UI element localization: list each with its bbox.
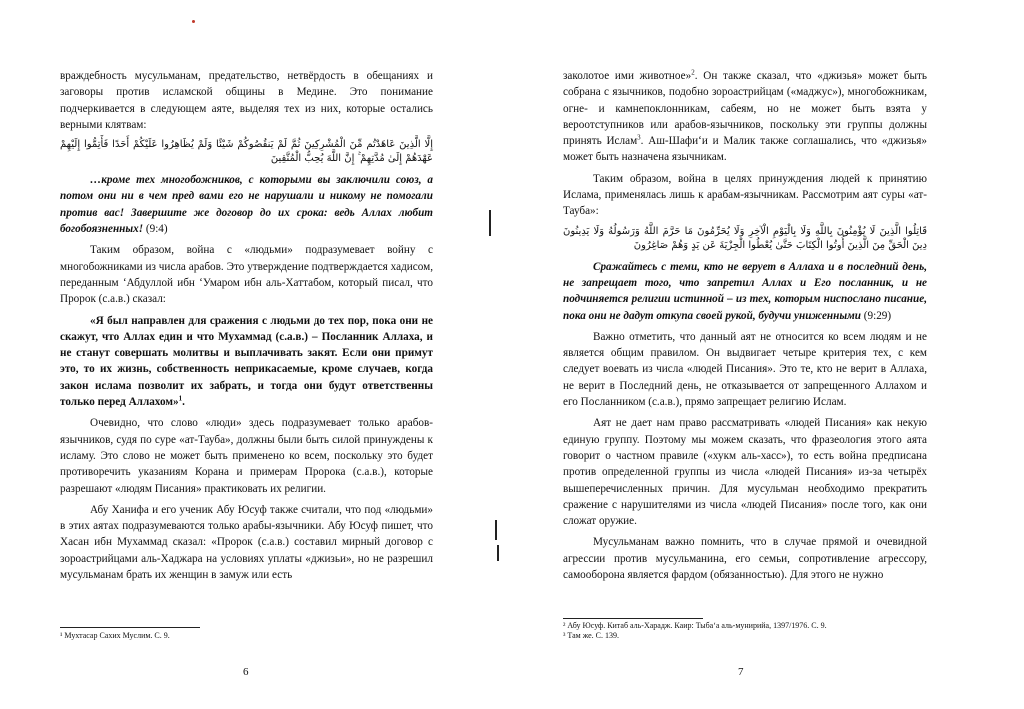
scan-mark (489, 210, 491, 236)
paragraph: Аят не дает нам право рассматривать «людей Писания» как некую единую группу. Поэтому мы можем сказать, что фразеология этого аята говорит о частном правиле («хукм аль-хасс»), то есть война предписана против определенной группы из числа «людей Писания» из-за четырёх вышеперечисленных причин. Для мусульман необходимо прекратить сражение с нарушителями из числа «людей Писания» после того, как они сложат оружие. (563, 417, 927, 528)
right-page (512, 0, 1024, 709)
paragraph: враждебность мусульманам, предательство, нетвёрдость в обещаниях и заговоры против исламской общины в Медине. Это понимание подчеркивается в следующем аяте, выделяя тех из них, которые остались верными клятвам: (60, 70, 433, 131)
quote-text: Сражайтесь с теми, кто не верует в Аллаха и в последний день, не запрещает того, что запретил Аллах и Его посланник, и не подчиняется религии истинной – из тех, которым ниспослано писание, пока они не дадут откупа своей рукой, будучи униженными (563, 260, 927, 322)
quote-reference: (9:29) (863, 309, 892, 322)
paragraph-end: . Аш-Шафи‘и и Малик также соглашались, что «джизья» может быть назначена язычникам. (563, 135, 927, 164)
footnote: ³ Там же. С. 139. (563, 631, 620, 640)
footnotes (563, 621, 943, 641)
page-number: 6 (243, 666, 249, 678)
footnote-rule (60, 627, 200, 628)
arabic-verse: إِلَّا الَّذِينَ عَاهَدْتُم مِّنَ الْمُشْرِكِينَ ثُمَّ لَمْ يَنقُصُوكُمْ شَيْئًا وَلَمْ يُظَاهِرُوا عَلَيْكُمْ أَحَدًا فَأَتِمُّوا إِلَيْهِمْ عَهْدَهُمْ إِلَىٰ مُدَّتِهِمْ ۚ إِنَّ اللَّهَ يُحِبُّ الْمُتَّقِينَ (60, 139, 433, 165)
paragraph: Очевидно, что слово «люди» здесь подразумевает только арабов-язычников, судя по суре «ат-Тауба», должны были быть силой принуждены к исламу. Это слово не может быть применено ко всем, поскольку это будет противоречить указаниям Корана и примерам Пророка (с.а.в.), которые разрешают «людям Писания» практиковать их религии. (60, 417, 433, 495)
paragraph (563, 68, 927, 166)
footnote-mark: 3 (637, 133, 641, 142)
quote-text: …кроме тех многобожников, с которыми вы заключили союз, а потом они ни в чем пред вами его не нарушали и никому не помогали против вас! Завершите же договор до их срока: ведь Аллах любит богобоязненных! (60, 174, 433, 236)
right-text-column (563, 68, 927, 588)
footnote-mark: 2 (691, 68, 695, 77)
quran-quote (60, 172, 433, 237)
arabic-verse: قَاتِلُوا الَّذِينَ لَا يُؤْمِنُونَ بِاللَّهِ وَلَا بِالْيَوْمِ الْآخِرِ وَلَا يُحَرِّمُونَ مَا حَرَّمَ اللَّهُ وَرَسُولُهُ وَلَا يَدِينُونَ دِينَ الْحَقِّ مِنَ الَّذِينَ أُوتُوا الْكِتَابَ حَتَّىٰ يُعْطُوا الْجِزْيَةَ عَن يَدٍ وَهُمْ صَاغِرُونَ (563, 225, 927, 251)
paragraph: Мусульманам важно помнить, что в случае прямой и очевидной агрессии против мусульманина, его семьи, сопротивление агрессору, самооборона является фардом (обязанностью). Для этого не нужно (563, 536, 927, 582)
left-text-column (60, 68, 433, 588)
hadith-quote: «Я был направлен для сражения с людьми до тех пор, пока они не скажут, что Аллах един и что Мухаммад (с.а.в.) – Посланник Аллаха, и не станут совершать молитвы и выплачивать закят. Если они примут это, то их жизнь, собственность неприкасаемые, кроме случаев, когда закон ислама позволит их забрать, и тогда они будут ответственны только перед Аллахом»$^1$. (60, 314, 433, 409)
paragraph: Таким образом, война в целях принуждения людей к принятию Ислама, применялась лишь к арабам-язычникам. Рассмотрим аят суры «ат-Тауба»: (563, 172, 927, 218)
quran-quote (563, 259, 927, 324)
red-mark (192, 20, 195, 23)
footnote-rule (563, 618, 703, 619)
quote-reference: (9:4) (145, 223, 168, 236)
scan-mark (497, 545, 499, 561)
footnote-mark: 1 (178, 394, 183, 403)
paragraph: Таким образом, война с «людьми» подразумевает войну с многобожниками из числа арабов. Это утверждение подтверждается хадисом, переданным ‘Абдуллой ибн ‘Умаром ибн аль-Хаттабом, который писал, что Пророк (с.а.в.) сказал: (60, 244, 433, 306)
paragraph: Важно отметить, что данный аят не относится ко всем людям и не является общим правилом. Он выдвигает четыре критерия тех, с кем следует воевать из числа «людей Писания». Это те, кто не верит в Аллаха, не верит в Последний день, не отказывается от запрещенного Аллахом и его Посланником (с.а.в.), прямо запрещает религию Ислам. (563, 330, 927, 409)
hadith-text: «Я был направлен для сражения с людьми до тех пор, пока они не скажут, что Аллах един и что Мухаммад (с.а.в.) – Посланник Аллаха, и не станут совершать молитвы и выплачивать закят. Если они примут это, то их жизнь, собственность неприкасаемые, кроме случаев, когда закон ислама позволит их забрать, и тогда они будут ответственны только перед Аллахом» (60, 314, 433, 409)
paragraph: Абу Ханифа и его ученик Абу Юсуф также считали, что под «людьми» в этих аятах подразумеваются только арабы-язычники. Абу Юсуф пишет, что Хасан ибн Мухаммад сказал: «Пророк (с.а.в.) составил мирный договор с зороастрийцами аль-Хаджара на условиях уплаты «джизьи», но не разрешил мусульманам брать их женщин в замуж или есть (60, 503, 433, 582)
scan-mark (495, 520, 497, 540)
footnotes (60, 631, 440, 641)
paragraph-rest: . Он также сказал, что «джизья» может быть собрана с язычников, подобно зороастрийцам («маджус»), многобожникам, огне- и камнепоклонникам, сабеям, но не может быть взята у вероотступников или арабов-язычников, поскольку эти группы должны принять Ислам (563, 70, 927, 148)
footnote: ² Абу Юсуф. Китаб аль-Харадж. Каир: Тыба‘а аль-мунирийа, 1397/1976. С. 9. (563, 621, 827, 630)
page-number: 7 (738, 666, 744, 678)
paragraph-start: заколотое ими животное» (563, 70, 692, 82)
footnote: ¹ Мухтасар Сахих Муслим. С. 9. (60, 631, 170, 640)
